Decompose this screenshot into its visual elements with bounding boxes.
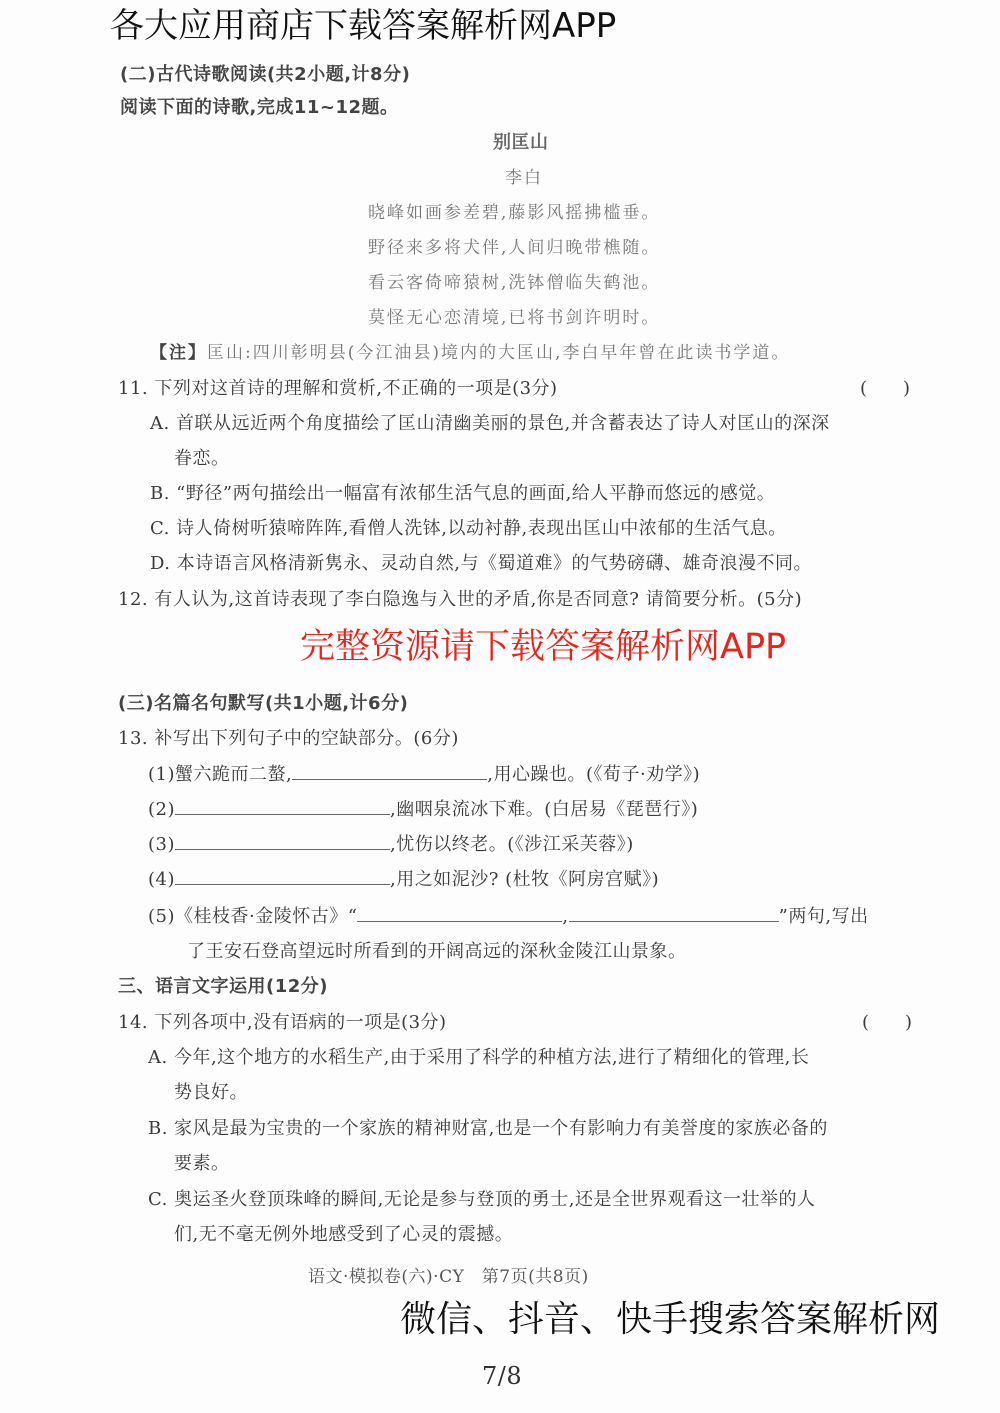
answer-blank[interactable] bbox=[175, 800, 390, 815]
fill-item-3 bbox=[148, 830, 634, 856]
section-heading: (二)古代诗歌阅读(共2小题,计8分) bbox=[120, 64, 411, 85]
answer-blank[interactable] bbox=[292, 765, 487, 780]
item-suffix: ,幽咽泉流冰下难。(白居易《琵琶行》) bbox=[390, 799, 699, 820]
option-c: C. 奥运圣火登顶珠峰的瞬间,无论是参与登顶的勇士,还是全世界观看这一壮举的人 bbox=[148, 1189, 816, 1210]
item-suffix: ”两句,写出 bbox=[778, 906, 869, 927]
option-a: A. 今年,这个地方的水稻生产,由于采用了科学的种植方法,进行了精细化的管理,长 bbox=[148, 1047, 810, 1068]
item-suffix: ,忧伤以终老。(《涉江采芙蓉》) bbox=[390, 834, 634, 855]
option-a: A. 首联从远近两个角度描绘了匡山清幽美丽的景色,并含蓄表达了诗人对匡山的深深 bbox=[150, 413, 830, 434]
note-label: 【注】 bbox=[150, 343, 207, 363]
option-b-cont: 要素。 bbox=[174, 1153, 230, 1174]
poem-line: 野径来多将犬伴,人间归晚带樵随。 bbox=[368, 238, 661, 258]
option-b: B. 家风是最为宝贵的一个家族的精神财富,也是一个有影响力有美誉度的家族必备的 bbox=[148, 1118, 828, 1139]
instruction: 阅读下面的诗歌,完成11~12题。 bbox=[120, 97, 399, 118]
option-a-cont: 势良好。 bbox=[174, 1082, 248, 1103]
option-d: D. 本诗语言风格清新隽永、灵动自然,与《蜀道难》的气势磅礴、雄奇浪漫不同。 bbox=[150, 553, 812, 574]
watermark-center: 完整资源请下载答案解析网APP bbox=[300, 627, 787, 667]
option-a-cont: 眷恋。 bbox=[174, 448, 230, 469]
q14-stem: 14. 下列各项中,没有语病的一项是(3分) bbox=[118, 1012, 447, 1033]
item-prefix: (4) bbox=[148, 869, 175, 890]
answer-blank[interactable] bbox=[357, 907, 562, 922]
page-number: 7/8 bbox=[482, 1362, 523, 1390]
section-heading: (三)名篇名句默写(共1小题,计6分) bbox=[118, 693, 409, 714]
answer-blank[interactable] bbox=[175, 835, 390, 850]
q12-stem: 12. 有人认为,这首诗表现了李白隐逸与入世的矛盾,你是否同意? 请简要分析。(5分) bbox=[118, 589, 803, 610]
watermark-top: 各大应用商店下载答案解析网APP bbox=[110, 6, 617, 46]
poem-line: 晓峰如画参差碧,藤影风摇拂槛垂。 bbox=[368, 203, 661, 223]
q13-stem: 13. 补写出下列句子中的空缺部分。(6分) bbox=[118, 728, 459, 749]
item-suffix: ,用心躁也。(《荀子·劝学》) bbox=[487, 764, 701, 785]
poem-line: 莫怪无心恋清境,已将书剑许明时。 bbox=[368, 308, 661, 328]
item-suffix: ,用之如泥沙? (杜牧《阿房宫赋》) bbox=[390, 869, 660, 890]
q11-stem: 11. 下列对这首诗的理解和赏析,不正确的一项是(3分) bbox=[118, 378, 558, 399]
fill-item-5 bbox=[148, 902, 869, 928]
option-c: C. 诗人倚树听猿啼阵阵,看僧人洗钵,以动衬静,表现出匡山中浓郁的生活气息。 bbox=[150, 518, 787, 539]
poem-note bbox=[150, 338, 790, 363]
poem-title: 别匡山 bbox=[493, 132, 549, 153]
answer-blank[interactable] bbox=[175, 870, 390, 885]
answer-blank[interactable] bbox=[569, 907, 779, 922]
item-prefix: (2) bbox=[148, 799, 175, 820]
item-prefix: (1)蟹六跪而二螯, bbox=[148, 764, 293, 785]
item-comma: , bbox=[562, 906, 569, 927]
answer-bracket: ( ) bbox=[862, 1012, 913, 1033]
fill-item-1 bbox=[148, 760, 700, 786]
option-c-cont: 们,无不毫无例外地感受到了心灵的震撼。 bbox=[174, 1224, 514, 1245]
option-b: B. “野径”两句描绘出一幅富有浓郁生活气息的画面,给人平静而悠远的感觉。 bbox=[150, 483, 776, 504]
part-heading: 三、语言文字运用(12分) bbox=[118, 976, 329, 997]
watermark-bottom: 微信、抖音、快手搜索答案解析网 bbox=[400, 1299, 941, 1340]
poem-author: 李白 bbox=[505, 168, 543, 188]
item-prefix: (3) bbox=[148, 834, 175, 855]
poem-line: 看云客倚啼猿树,洗钵僧临失鹤池。 bbox=[368, 273, 661, 293]
page-footer: 语文·模拟卷(六)·CY 第7页(共8页) bbox=[308, 1267, 589, 1287]
answer-bracket: ( ) bbox=[860, 378, 911, 399]
fill-item-4 bbox=[148, 865, 659, 891]
note-text: 匡山:四川彰明县(今江油县)境内的大匡山,李白早年曾在此读书学道。 bbox=[207, 343, 791, 363]
item-prefix: (5)《桂枝香·金陵怀古》“ bbox=[148, 906, 358, 927]
fill-item-2 bbox=[148, 795, 698, 821]
fill-item-5-cont: 了王安石登高望远时所看到的开阔高远的深秋金陵江山景象。 bbox=[187, 941, 687, 962]
